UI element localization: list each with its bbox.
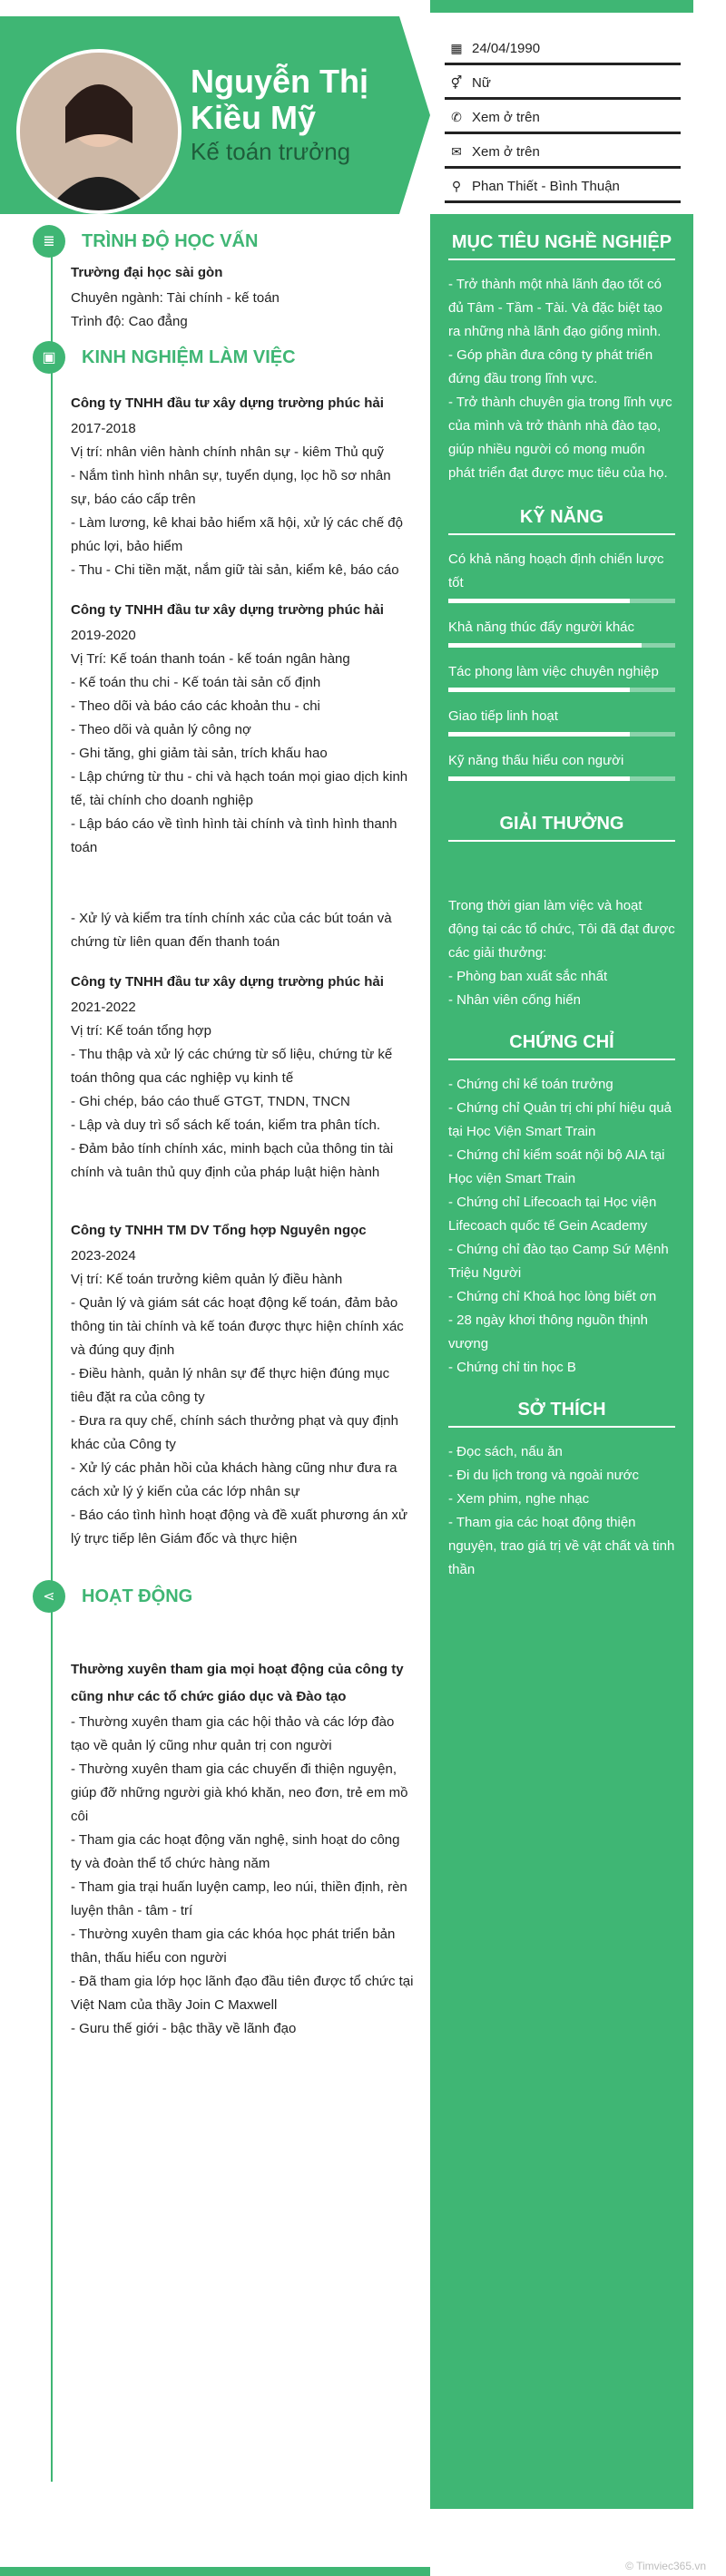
certificate-line: - Chứng chỉ Quản trị chi phí hiệu quả tại Học Viện Smart Train [448, 1100, 672, 1139]
timeline-line [51, 250, 53, 2482]
certificate-line: - Chứng chỉ kiểm soát nội bộ AIA tại Học viện Smart Train [448, 1147, 665, 1186]
top-accent-strip [430, 0, 693, 13]
job-duty: - Kế toán thu chi - Kế toán tài sản cố định [71, 675, 321, 690]
skill-bar [448, 643, 675, 648]
contact-phone [445, 103, 681, 134]
skill-fill [448, 599, 630, 603]
certificate-line: - Chứng chỉ đào tạo Camp Sứ Mệnh Triệu Người [448, 1242, 669, 1281]
skill-bar [448, 732, 675, 737]
skill-fill [448, 732, 630, 737]
hobby-line: - Tham gia các hoạt động thiện nguyện, trao giá trị về vật chất và tinh thần [448, 1515, 675, 1577]
activity-item: - Guru thế giới - bậc thầy về lãnh đạo [71, 2021, 297, 2036]
job-position: Vị trí: nhân viên hành chính nhân sự - kiêm Thủ quỹ [71, 444, 384, 460]
job-duty: - Ghi chép, báo cáo thuế GTGT, TNDN, TNCN [71, 1094, 350, 1109]
left-column [33, 223, 414, 2041]
job-duty: - Điều hành, quản lý nhân sự để thực hiện đúng mục tiêu đặt ra của công ty [71, 1366, 390, 1405]
job-duty: - Theo dõi và quản lý công nợ [71, 722, 251, 737]
skill-bar [448, 688, 675, 692]
experience-title: KINH NGHIỆM LÀM VIỆC [82, 346, 296, 367]
experience-body [71, 376, 414, 1551]
job-position: Vị Trí: Kế toán thanh toán - kế toán ngân hàng [71, 651, 350, 667]
contact-address [445, 172, 681, 203]
education-section-header [33, 223, 414, 259]
hobbies-title: SỞ THÍCH [448, 1400, 675, 1428]
job-company: Công ty TNHH đầu tư xây dựng trường phúc hải [71, 602, 384, 618]
skill-bar [448, 599, 675, 603]
objective-line: - Góp phần đưa công ty phát triển đứng đầu trong lĩnh vực. [448, 347, 653, 386]
job-duty: - Nắm tình hình nhân sự, tuyển dụng, lọc hồ sơ nhân sự, báo cáo cấp trên [71, 468, 391, 507]
job-entry [71, 1217, 414, 1551]
hobby-line: - Đi du lịch trong và ngoài nước [448, 1468, 639, 1483]
job-duty: - Theo dõi và báo cáo các khoản thu - chi [71, 698, 320, 714]
right-column [430, 214, 693, 2509]
skill-item [448, 749, 675, 781]
skill-fill [448, 643, 642, 648]
contact-text: Phan Thiết - Bình Thuận [472, 179, 620, 194]
hobby-line: - Đọc sách, nấu ăn [448, 1444, 563, 1459]
watermark: © Timviec365.vn [625, 2560, 706, 2572]
job-duty: - Lập chứng từ thu - chi và hạch toán mọi giao dịch kinh tế, tài chính cho doanh nghiệp [71, 769, 408, 808]
objective-title: MỤC TIÊU NGHỀ NGHIỆP [448, 232, 675, 260]
activities-section-header [33, 1578, 414, 1615]
activities-body [71, 1615, 414, 2041]
school-name: Trường đại học sài gòn [71, 265, 223, 280]
awards-line: - Phòng ban xuất sắc nhất [448, 969, 608, 984]
education-level: Trình độ: Cao đẳng [71, 314, 188, 329]
skill-item [448, 705, 675, 737]
job-duty: - Báo cáo tình hình hoạt động và đề xuất phương án xử lý trực tiếp lên Giám đốc và thực hiện [71, 1508, 408, 1547]
activity-item: - Tham gia trại huấn luyện camp, leo núi, thiền định, rèn luyện thân - tâm - trí [71, 1879, 407, 1918]
job-duty: - Ghi tăng, ghi giảm tài sản, trích khấu hao [71, 746, 328, 761]
skill-fill [448, 776, 630, 781]
contact-text: Nữ [472, 75, 491, 91]
contact-email [445, 138, 681, 169]
objective-line: - Trở thành chuyên gia trong lĩnh vực của mình và trở thành nhà đào tạo, giúp nhiều người có mong muốn phát triển đạt được mục tiêu của họ. [448, 395, 672, 481]
education-title: TRÌNH ĐỘ HỌC VẤN [82, 230, 259, 251]
gender-icon: ⚥ [450, 75, 463, 90]
job-duty: - Thu thập và xử lý các chứng từ số liệu, chứng từ kế toán thông qua các nghiệp vụ kinh tế [71, 1047, 393, 1086]
activity-item: - Thường xuyên tham gia các khóa học phát triển bản thân, thấu hiểu con người [71, 1927, 396, 1966]
share-icon: ⋖ [33, 1580, 65, 1613]
job-years: 2023-2024 [71, 1248, 136, 1264]
experience-section-header [33, 339, 414, 376]
skill-label: Khả năng thúc đẩy người khác [448, 620, 635, 635]
awards-line: Trong thời gian làm việc và hoạt động tại các tổ chức, Tôi đã đạt được các giải thưởng: [448, 898, 675, 961]
job-company: Công ty TNHH đầu tư xây dựng trường phúc hải [71, 974, 384, 990]
skill-label: Giao tiếp linh hoạt [448, 708, 558, 724]
header-band [0, 16, 430, 214]
skill-item [448, 548, 675, 603]
contact-list [445, 34, 681, 207]
certificate-line: - Chứng chỉ tin học B [448, 1360, 576, 1375]
skill-fill [448, 688, 630, 692]
job-duty: - Làm lương, kê khai bảo hiểm xã hội, xử lý các chế độ phúc lợi, bảo hiểm [71, 515, 403, 554]
job-duty: - Xử lý các phản hồi của khách hàng cũng như đưa ra cách xử lý ý kiến của các lớp nhân sự [71, 1460, 397, 1499]
certificate-line: - Chứng chỉ kế toán trưởng [448, 1077, 613, 1092]
graduation-cap-icon: ≣ [33, 225, 65, 258]
location-pin-icon: ⚲ [451, 179, 462, 193]
avatar [16, 49, 182, 214]
job-duty: - Thu - Chi tiền mặt, nắm giữ tài sản, kiểm kê, báo cáo [71, 562, 399, 578]
skill-label: Kỹ năng thấu hiểu con người [448, 753, 624, 768]
contact-text: Xem ở trên [472, 144, 540, 160]
activity-item: - Đã tham gia lớp học lãnh đạo đầu tiên được tổ chức tại Việt Nam của thầy Join C Maxwell [71, 1974, 414, 2013]
certificate-line: - 28 ngày khơi thông nguồn thịnh vượng [448, 1312, 648, 1351]
awards-title: GIẢI THƯỞNG [448, 814, 675, 842]
contact-text: 24/04/1990 [472, 41, 541, 56]
job-duty: - Lập và duy trì sổ sách kế toán, kiểm tra phân tích. [71, 1117, 381, 1133]
job-entry [71, 969, 414, 1185]
certificates-title: CHỨNG CHỈ [448, 1032, 675, 1060]
activity-item: - Tham gia các hoạt động văn nghệ, sinh hoạt do công ty và đoàn thể tổ chức hàng năm [71, 1832, 400, 1871]
job-position: Vị trí: Kế toán tổng hợp [71, 1023, 211, 1039]
skill-label: Có khả năng hoạch định chiến lược tốt [448, 551, 664, 590]
bottom-accent-strip [0, 2567, 430, 2576]
certificate-line: - Chứng chỉ Lifecoach tại Học viện Lifecoach quốc tế Gein Academy [448, 1195, 657, 1234]
objective-line: - Trở thành một nhà lãnh đạo tốt có đủ Tâm - Tầm - Tài. Và đặc biệt tạo ra những nhà lãnh đạo giống mình. [448, 277, 662, 339]
candidate-job-title: Kế toán trưởng [191, 138, 351, 165]
job-position: Vị trí: Kế toán trưởng kiêm quản lý điều hành [71, 1272, 343, 1287]
activities-title: HOẠT ĐỘNG [82, 1586, 193, 1606]
job-entry [71, 390, 414, 582]
skill-item [448, 616, 675, 648]
skill-item [448, 660, 675, 692]
candidate-name: Nguyễn Thị Kiều Mỹ [191, 63, 368, 136]
skill-bar [448, 776, 675, 781]
phone-icon: ✆ [451, 110, 462, 124]
job-entry [71, 597, 414, 954]
skills-title: KỸ NĂNG [448, 507, 675, 535]
job-company: Công ty TNHH đầu tư xây dựng trường phúc hải [71, 395, 384, 411]
job-duty: - Đưa ra quy chế, chính sách thưởng phạt và quy định khác của Công ty [71, 1413, 398, 1452]
awards-line: - Nhân viên cống hiến [448, 992, 581, 1008]
education-body [71, 259, 414, 334]
education-major: Chuyên ngành: Tài chính - kế toán [71, 290, 280, 306]
activity-item: - Thường xuyên tham gia các chuyến đi thiện nguyện, giúp đỡ những người già khó khăn, neo đơn, trẻ em mồ côi [71, 1761, 408, 1824]
certificate-line: - Chứng chỉ Khoá học lòng biết ơn [448, 1289, 657, 1304]
job-duty: - Xử lý và kiểm tra tính chính xác của các bút toán và chứng từ liên quan đến thanh toán [71, 911, 392, 950]
job-duty-spacer [71, 860, 414, 907]
contact-birthday [445, 34, 681, 65]
contact-gender [445, 69, 681, 100]
email-icon: ✉ [451, 144, 462, 159]
activity-item: - Thường xuyên tham gia các hội thảo và các lớp đào tạo về quản lý cũng như quản trị con người [71, 1714, 395, 1753]
contact-text: Xem ở trên [472, 110, 540, 125]
job-years: 2019-2020 [71, 628, 136, 643]
job-years: 2021-2022 [71, 1000, 136, 1015]
skill-label: Tác phong làm việc chuyên nghiệp [448, 664, 659, 679]
job-duty: - Đảm bảo tính chính xác, minh bạch của thông tin tài chính và tuân thủ quy định của pháp luật hiện hành [71, 1141, 394, 1180]
job-duty: - Quản lý và giám sát các hoạt động kế toán, đảm bảo thông tin tài chính và kế toán được thực hiện chính xác và đúng quy định [71, 1295, 404, 1358]
calendar-icon: ▦ [450, 41, 463, 55]
briefcase-icon: ▣ [33, 341, 65, 374]
job-years: 2017-2018 [71, 421, 136, 436]
activities-heading: Thường xuyên tham gia mọi hoạt động của công ty cũng như các tổ chức giáo dục và Đào tạo [71, 1662, 404, 1704]
job-duty: - Lập báo cáo về tình hình tài chính và tình hình thanh toán [71, 816, 397, 855]
job-company: Công ty TNHH TM DV Tổng hợp Nguyên ngọc [71, 1223, 367, 1238]
hobby-line: - Xem phim, nghe nhạc [448, 1491, 590, 1507]
